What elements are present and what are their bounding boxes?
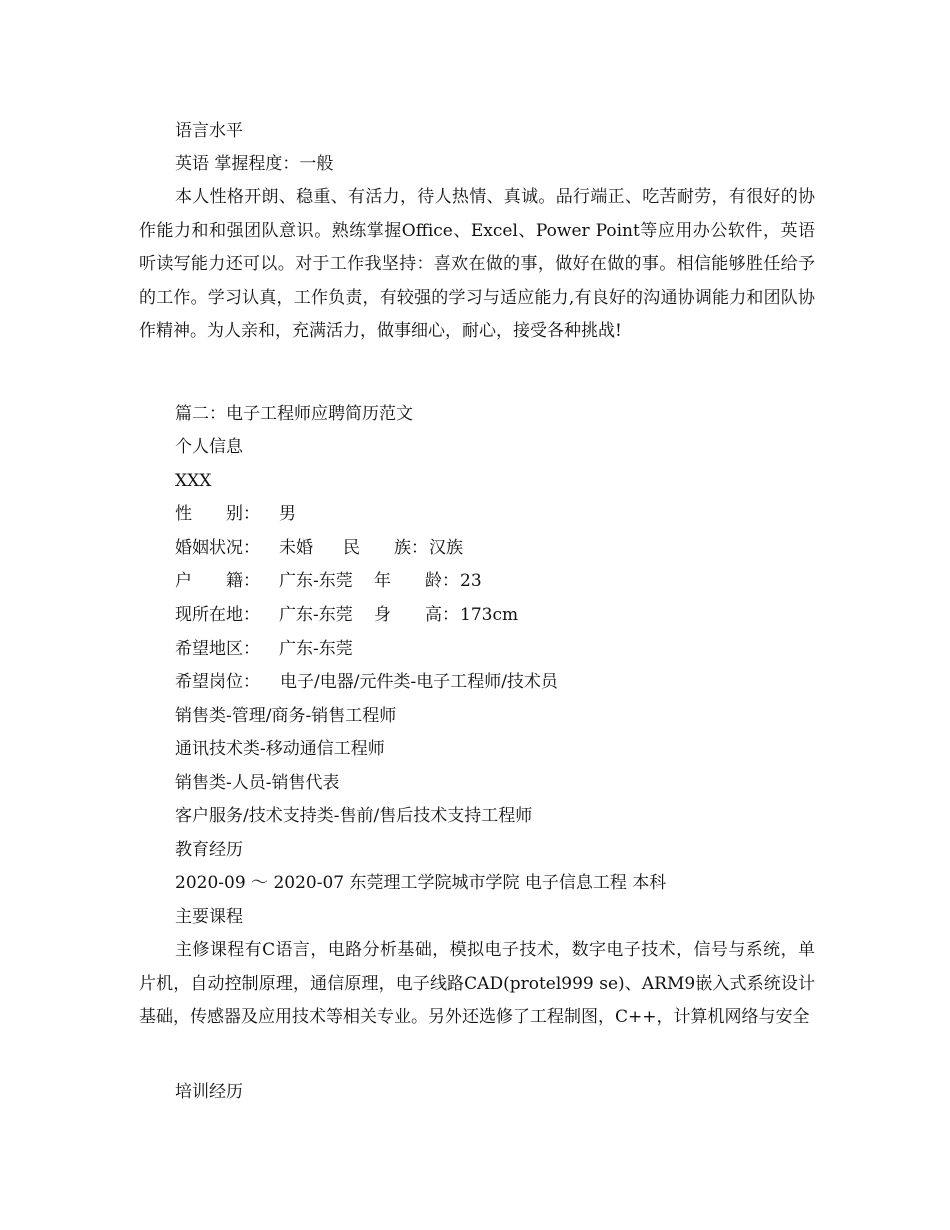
desired-job-item: 销售类-管理/商务-销售工程师 — [175, 706, 397, 726]
education-heading: 教育经历 — [175, 840, 243, 860]
english-level: 英语 掌握程度：一般 — [175, 154, 334, 174]
personal-info-heading: 个人信息 — [175, 437, 243, 457]
desired-job-label: 希望岗位： — [175, 672, 260, 692]
hukou-label: 户 籍： — [175, 571, 260, 591]
marital-value: 未婚 — [279, 538, 313, 558]
height-value: 173cm — [460, 605, 519, 625]
desired-job-row — [175, 665, 558, 699]
marital-label: 婚姻状况： — [175, 538, 260, 558]
gender-value: 男 — [279, 504, 296, 524]
courses-paragraph: 主修课程有C语言，电路分析基础，模拟电子技术，数字电子技术，信号与系统，单片机，自动控制原理，通信原理，电子线路CAD(protel999 se)、ARM9嵌入式系统设计基础，传感器及应用技术等相关专业。另外还选修了工程制图，C++，计算机网络与安全 — [139, 940, 815, 1028]
training-heading: 培训经历 — [175, 1082, 243, 1102]
ethnic-value: 汉族 — [429, 538, 463, 558]
location-label: 现所在地： — [175, 605, 260, 625]
gender-label: 性 别： — [175, 504, 260, 524]
gender-row — [175, 497, 296, 531]
marital-ethnic-row — [175, 531, 463, 565]
self-introduction-paragraph: 本人性格开朗、稳重、有活力，待人热情、真诚。品行端正、吃苦耐劳，有很好的协作能力和和强团队意识。熟练掌握Office、Excel、Power Point等应用办公软件，英语听读写能力还可以。对于工作我坚持：喜欢在做的事，做好在做的事。相信能够胜任给予的工作。学习认真，工作负责，有较强的学习与适应能力,有良好的沟通协调能力和团队协作精神。为人亲和，充满活力，做事细心，耐心，接受各种挑战! — [139, 187, 815, 342]
desired-job-item: 销售类-人员-销售代表 — [175, 773, 340, 793]
education-entry: 2020-09 ～ 2020-07 东莞理工学院城市学院 电子信息工程 本科 — [175, 873, 667, 893]
desired-area-row — [175, 632, 353, 666]
candidate-name: XXX — [175, 471, 212, 491]
height-label: 身 高： — [374, 605, 459, 625]
section-title: 篇二：电子工程师应聘简历范文 — [175, 404, 413, 424]
desired-job-item: 客户服务/技术支持类-售前/售后技术支持工程师 — [175, 806, 533, 826]
language-heading: 语言水平 — [175, 121, 243, 141]
desired-job-item: 通讯技术类-移动通信工程师 — [175, 739, 385, 759]
location-value: 广东-东莞 — [279, 605, 353, 625]
courses-heading: 主要课程 — [175, 907, 243, 927]
hukou-value: 广东-东莞 — [279, 571, 353, 591]
hukou-age-row — [175, 564, 482, 598]
location-height-row — [175, 598, 518, 632]
desired-area-value: 广东-东莞 — [279, 639, 353, 659]
age-label: 年 龄： — [374, 571, 459, 591]
ethnic-label: 民 族： — [343, 538, 428, 558]
desired-area-label: 希望地区： — [175, 639, 260, 659]
desired-job-item: 电子/电器/元件类-电子工程师/技术员 — [280, 672, 558, 692]
age-value: 23 — [460, 571, 482, 591]
